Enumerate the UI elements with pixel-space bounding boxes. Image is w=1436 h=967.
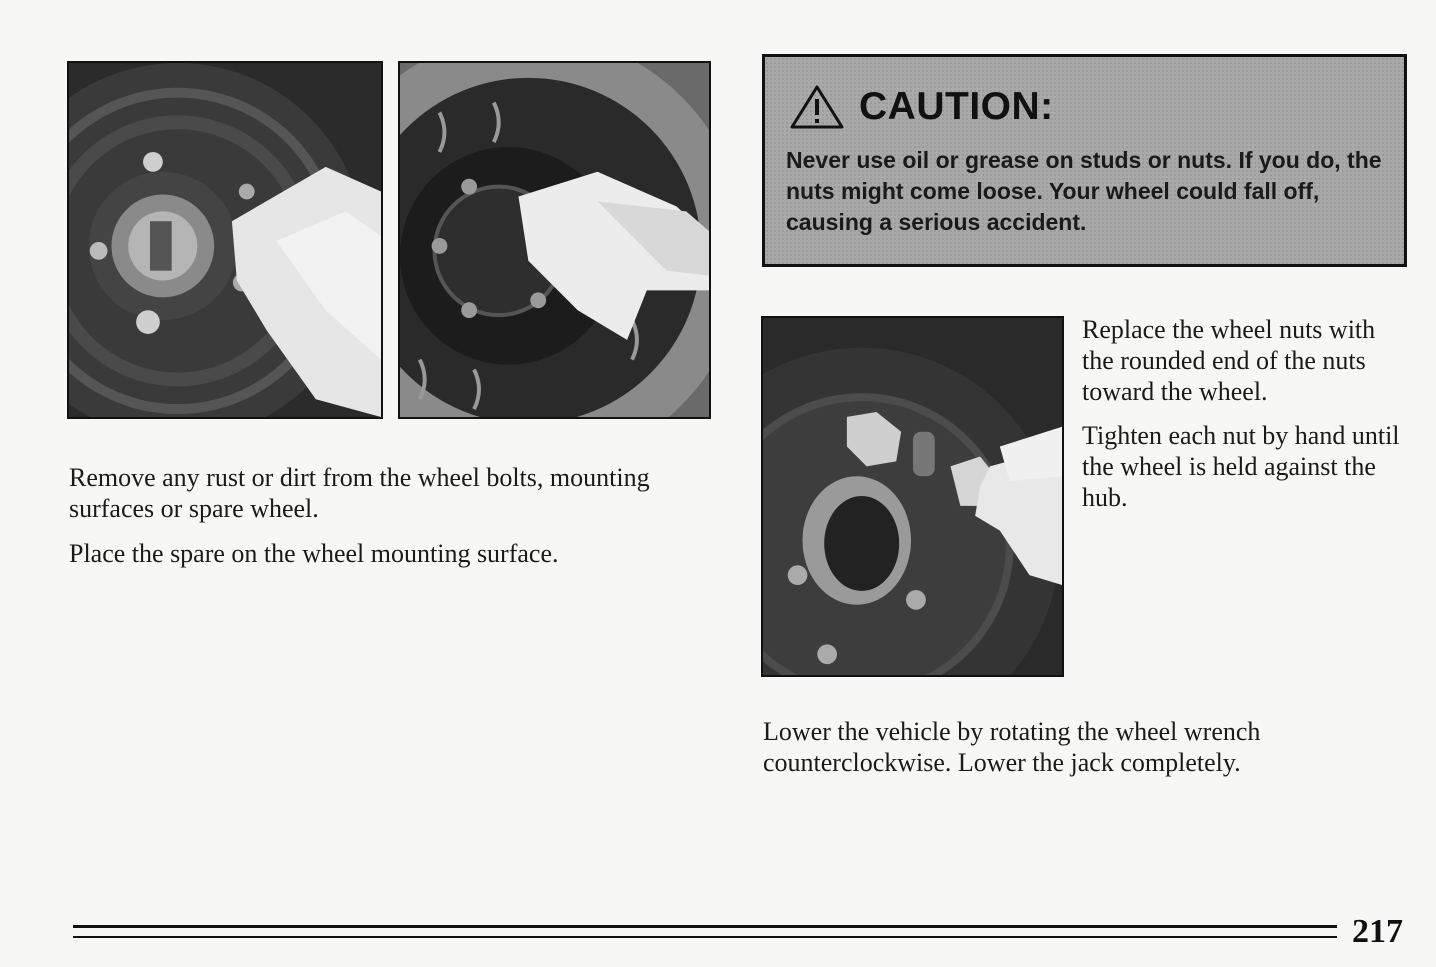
caution-header (789, 83, 1054, 131)
instruction-remove-rust: Remove any rust or dirt from the wheel bolts, mounting surfaces or spare wheel. (69, 463, 650, 523)
instruction-replace-nuts: Replace the wheel nuts with the rounded end of the nuts toward the wheel. (1082, 315, 1376, 406)
footer-rule-bottom (73, 936, 1337, 938)
caution-box (762, 54, 1407, 267)
photo-wiping-wheel-hub (67, 61, 383, 419)
caution-text: Never use oil or grease on studs or nuts. If you do, the nuts might come loose. Your wheel could fall off, causing a serious accident. (786, 147, 1382, 235)
photo-installing-wheel-nuts (761, 316, 1064, 677)
instruction-lower-vehicle: Lower the vehicle by rotating the wheel wrench counterclockwise. Lower the jack completely. (763, 717, 1261, 777)
instruction-place-spare: Place the spare on the wheel mounting surface. (69, 539, 559, 568)
footer-rule-top (73, 925, 1337, 928)
instruction-tighten-nuts: Tighten each nut by hand until the wheel is held against the hub. (1082, 421, 1400, 512)
caution-title: CAUTION: (859, 85, 1054, 128)
page-number: 217 (1352, 913, 1403, 950)
photo-wiping-spare-wheel (398, 61, 711, 419)
warning-triangle-icon (789, 84, 845, 130)
